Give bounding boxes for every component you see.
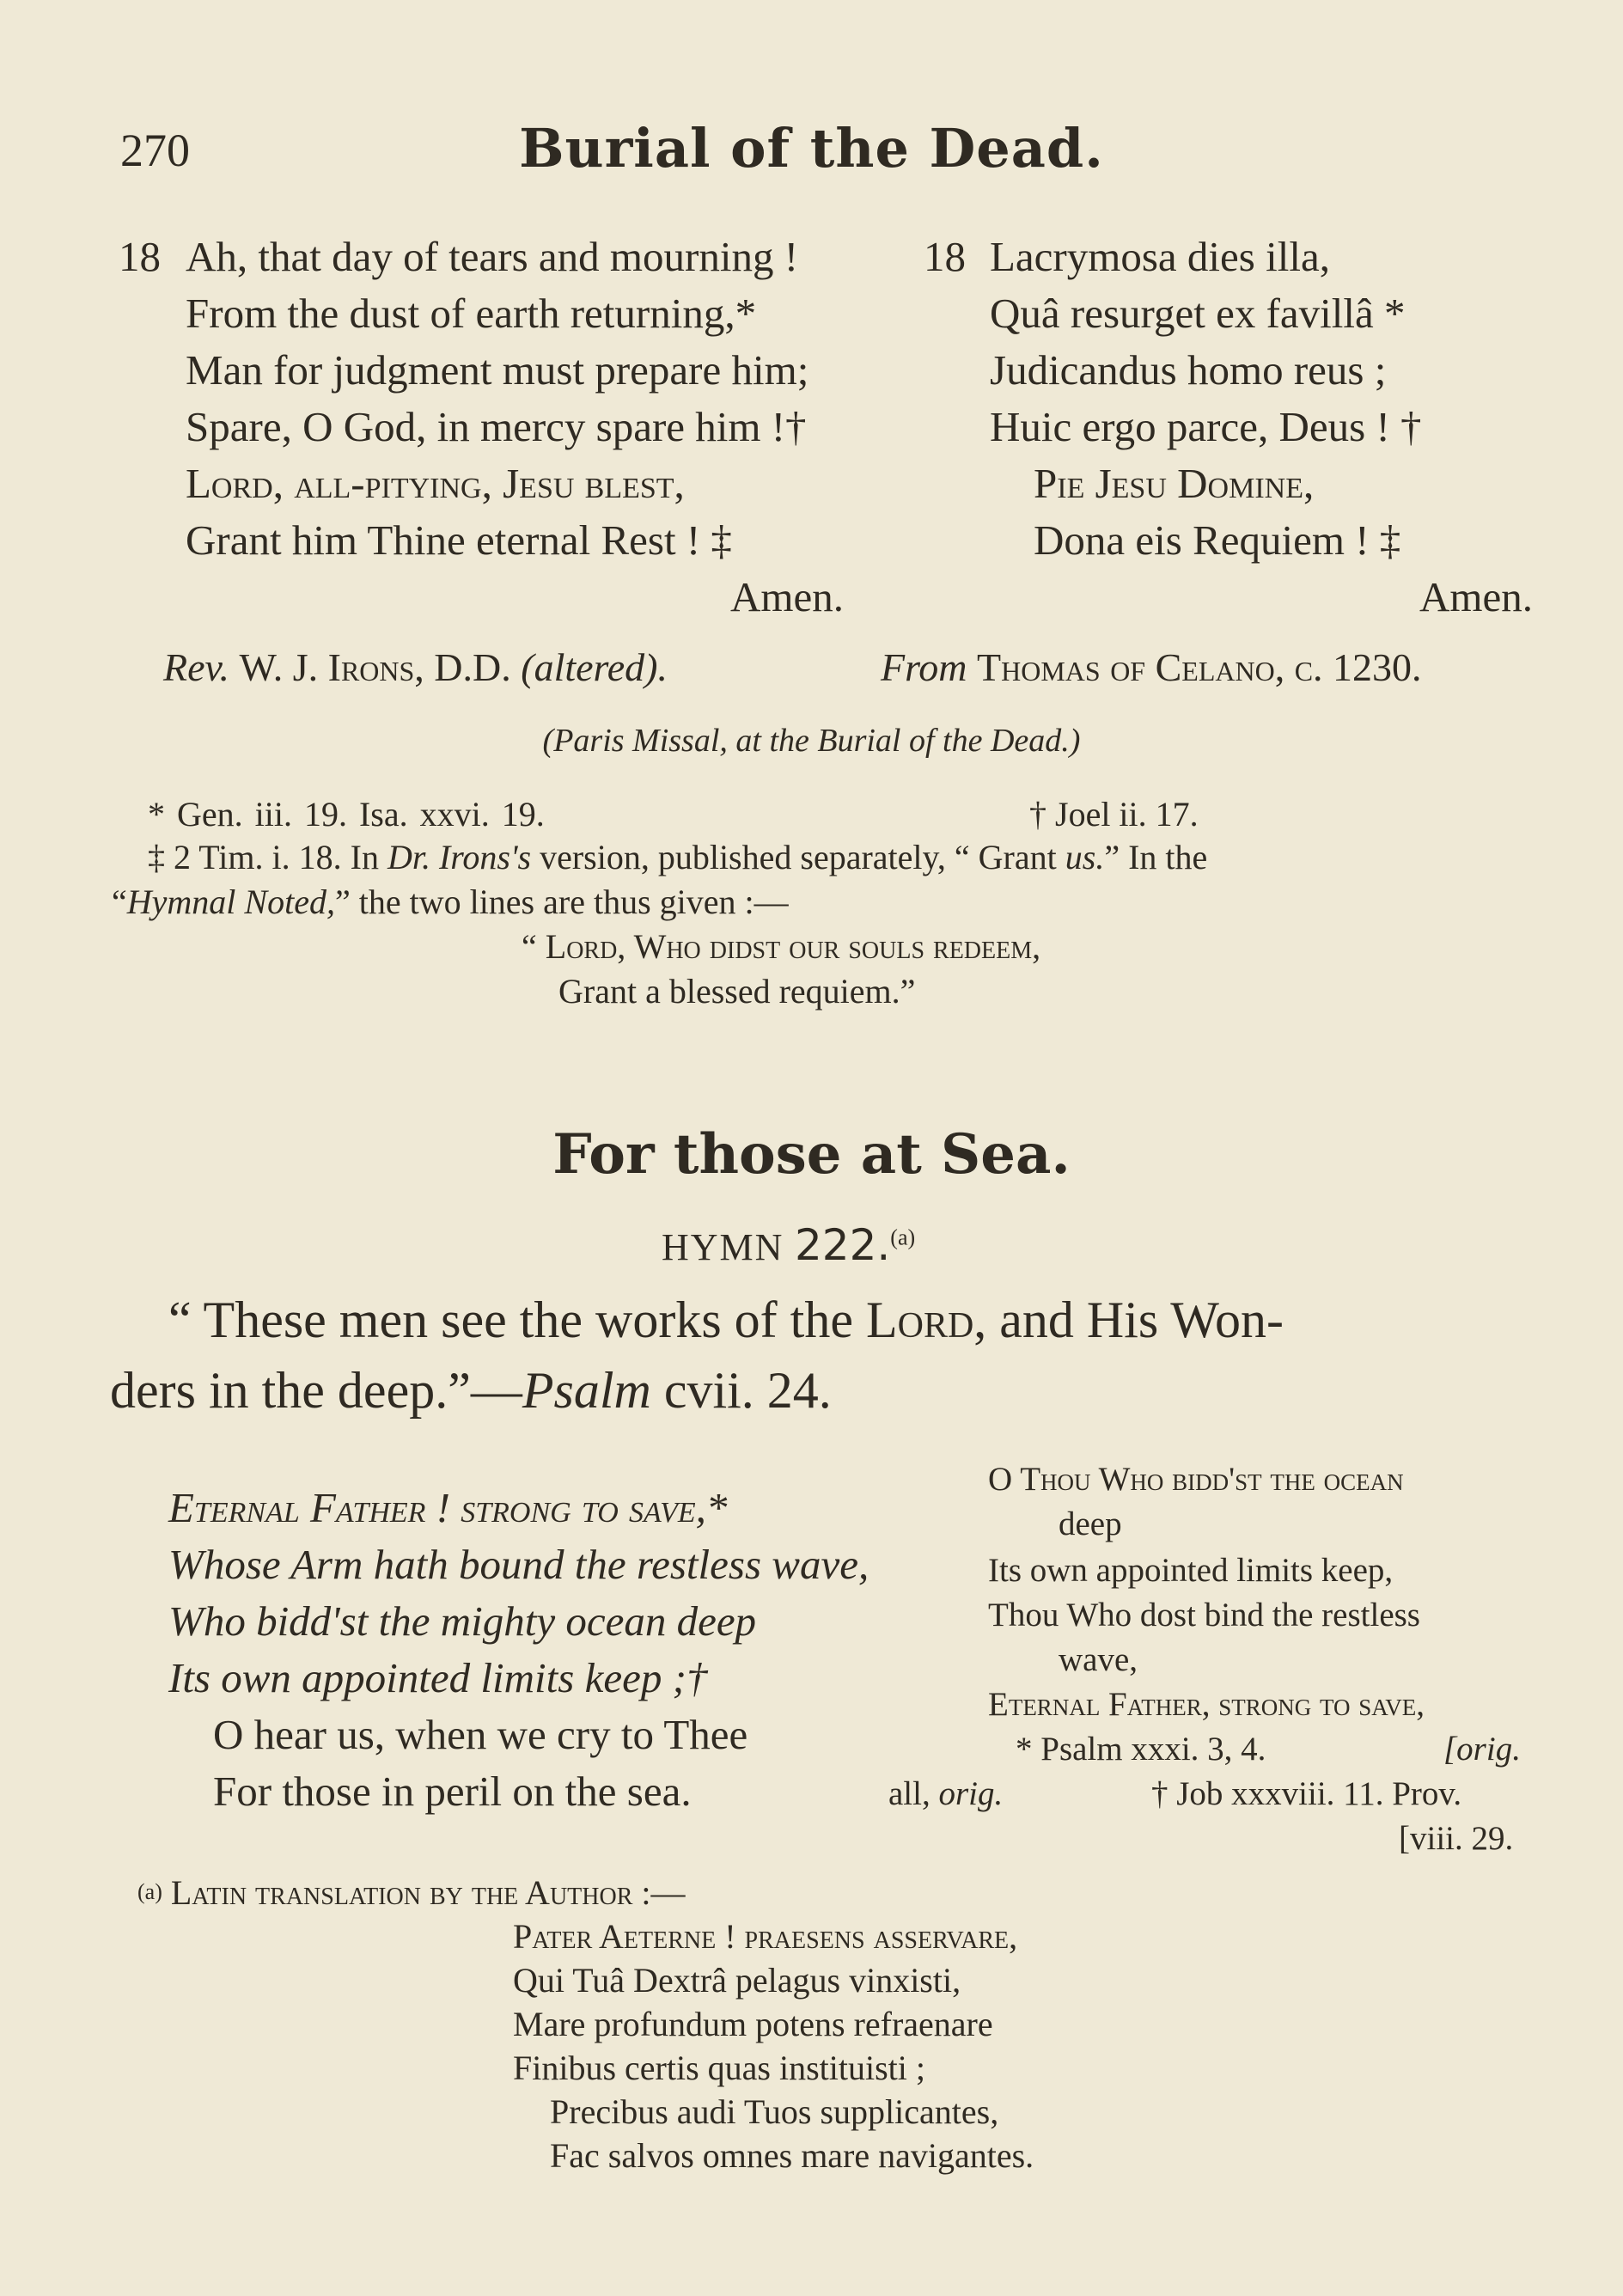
footnote-fragment: Dr. Irons's xyxy=(387,838,532,876)
footnote-fragment: ‡ 2 Tim. i. 18. In xyxy=(148,838,379,876)
hymn-line: Who bidd'st the mighty ocean deep xyxy=(168,1597,757,1645)
epigraph-fragment: cvii. 24. xyxy=(650,1362,832,1419)
verse-line: Spare, O God, in mercy spare him !† xyxy=(186,403,807,450)
footnote-line xyxy=(148,835,1207,880)
translation-line: Qui Tuâ Dextrâ pelagus vinxisti, xyxy=(513,1961,961,2000)
translator-note: (altered). xyxy=(521,645,668,689)
amen-latin: Amen. xyxy=(1419,573,1533,620)
hymn-line: Whose Arm hath bound the restless wave, xyxy=(168,1541,869,1588)
hymn-heading xyxy=(662,1220,915,1270)
section-title: For those at Sea. xyxy=(552,1122,1071,1187)
amen-english: Amen. xyxy=(730,573,844,620)
side-note-line: deep xyxy=(1059,1505,1122,1542)
footnote-line xyxy=(112,880,789,925)
verse-line: Ah, that day of tears and mourning ! xyxy=(186,233,799,280)
source-prefix: From xyxy=(881,645,967,689)
side-note-line: Thou Who dost bind the restless xyxy=(988,1597,1420,1633)
translation-line: Mare profundum potens refraenare xyxy=(513,2005,993,2043)
footnote-fragment: version, published separately, “ Grant xyxy=(540,838,1057,876)
verse-line: Judicandus homo reus ; xyxy=(990,346,1387,394)
footnote-fragment: “ xyxy=(112,882,127,921)
side-note-line: wave, xyxy=(1059,1641,1138,1678)
source-name: Thomas of Celano, c. 1230. xyxy=(977,645,1422,689)
side-note-line: [orig. xyxy=(1443,1731,1521,1768)
verse-line: Quâ resurget ex favillâ * xyxy=(990,290,1406,337)
translation-intro-text: Latin translation by the Author :— xyxy=(170,1873,686,1912)
side-note-line: * Psalm xxxi. 3, 4. xyxy=(1016,1731,1266,1768)
footnote-fragment: Hymnal Noted, xyxy=(126,882,335,921)
hymn-note-mark: (a) xyxy=(890,1224,916,1250)
footnote-fragment: ” the two lines are thus given :— xyxy=(334,882,789,921)
side-note-text: O Thou Who bidd'st the ocean xyxy=(988,1461,1404,1498)
verse-line: Dona eis Requiem ! ‡ xyxy=(1034,516,1401,564)
translation-line: Precibus audi Tuos supplicantes, xyxy=(550,2092,999,2131)
epigraph-fragment: Lord, xyxy=(865,1292,987,1348)
source-attribution xyxy=(881,644,1422,690)
footnote-line: † Joel ii. 17. xyxy=(1029,795,1199,834)
epigraph-fragment: ders in the deep.”— xyxy=(110,1362,522,1419)
translator-prefix: Rev. xyxy=(163,645,230,689)
hymn-number: 222. xyxy=(794,1220,891,1270)
translator-name: W. J. Irons, D.D. xyxy=(239,645,511,689)
stanza-number-english: 18 xyxy=(119,233,161,280)
side-note-line: † Job xxxviii. 11. Prov. xyxy=(1151,1775,1462,1812)
refrain-line: For those in peril on the sea. xyxy=(213,1768,692,1815)
verse-line: Grant him Thine eternal Rest ! ‡ xyxy=(186,516,732,564)
side-note-line: [viii. 29. xyxy=(1399,1820,1514,1857)
verse-line: Lord, all-pitying, Jesu blest, xyxy=(186,460,685,507)
epigraph-fragment: Psalm xyxy=(522,1362,651,1419)
side-note-line: Its own appointed limits keep, xyxy=(988,1552,1394,1589)
translation-line: Fac salvos omnes mare navigantes. xyxy=(550,2136,1034,2175)
stanza-number-latin: 18 xyxy=(924,233,966,280)
verse-line: Man for judgment must prepare him; xyxy=(186,346,809,394)
side-note-text: all, xyxy=(888,1775,930,1812)
hymn-line xyxy=(168,1480,727,1536)
side-note-text: orig. xyxy=(938,1775,1004,1812)
epigraph-fragment: and His Won- xyxy=(986,1292,1284,1348)
footnote-fragment: us. xyxy=(1065,838,1105,876)
side-note-line xyxy=(988,1457,1404,1502)
quoted-line: Grant a blessed requiem.” xyxy=(558,972,916,1011)
translation-intro xyxy=(137,1870,686,1914)
verse-line: Huic ergo parce, Deus ! † xyxy=(990,403,1422,450)
epigraph-line xyxy=(110,1361,832,1420)
footnote-fragment: ” In the xyxy=(1104,838,1208,876)
translator-attribution xyxy=(163,644,668,690)
page-number: 270 xyxy=(120,125,190,176)
footnote-line: * Gen. iii. 19. Isa. xxvi. 19. xyxy=(148,795,545,834)
refrain-line: O hear us, when we cry to Thee xyxy=(213,1711,748,1758)
epigraph-line xyxy=(168,1291,1284,1350)
hymn-line: Its own appointed limits keep ;† xyxy=(168,1654,708,1701)
verse-line: Lacrymosa dies illa, xyxy=(990,233,1330,280)
side-note-line xyxy=(988,1682,1425,1727)
side-note-line xyxy=(888,1772,1003,1817)
verse-line: Pie Jesu Domine, xyxy=(1034,460,1315,507)
quoted-line: “ Lord, Who didst our souls redeem, xyxy=(522,927,1041,966)
hymn-label: HYMN xyxy=(662,1226,784,1268)
hymn-line-text: Eternal Father ! strong to save,* xyxy=(168,1484,728,1531)
epigraph-fragment: “ These men see the works of the xyxy=(168,1292,853,1348)
translation-line: Finibus certis quas instituisti ; xyxy=(513,2049,926,2087)
missal-note: (Paris Missal, at the Burial of the Dead.) xyxy=(542,723,1081,759)
side-note-text: Eternal Father, strong to save, xyxy=(988,1686,1425,1723)
translation-note-mark: (a) xyxy=(137,1879,162,1904)
translation-line: Pater Aeterne ! praesens asservare, xyxy=(513,1917,1018,1956)
verse-line: From the dust of earth returning,* xyxy=(186,290,757,337)
running-title: Burial of the Dead. xyxy=(519,117,1104,180)
